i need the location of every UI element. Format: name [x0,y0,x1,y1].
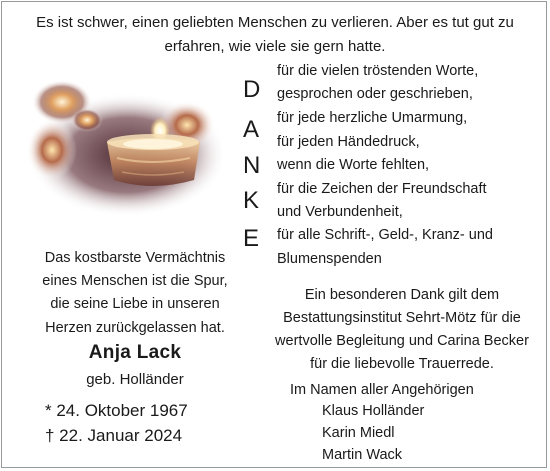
memorial-quote [10,247,260,340]
danke-letter: K [243,187,260,214]
danke-letter: N [243,152,261,179]
deceased-name: Anja Lack [88,342,182,363]
reason-line: wenn die Worte fehlten, [277,156,430,173]
quote-line: die seine Liebe in unseren [50,296,220,313]
reason-line: gesprochen oder geschrieben, [277,86,473,103]
intro-line: erfahren, wie viele sie gern hatte. [164,38,386,55]
danke-letter: A [243,116,260,143]
maiden-name: geb. Holländer [86,371,184,388]
reason-group [277,224,542,270]
special-thanks [262,284,542,376]
reason-line: für alle Schrift-, Geld-, Kranz- und [277,227,493,244]
danke-letter: E [243,225,260,252]
reason-line: für die vielen tröstenden Worte, [277,63,479,79]
quote-line: Herzen zurückgelassen hat. [45,319,225,336]
intro-text [0,11,550,59]
death-date: † 22. Januar 2024 [45,426,183,445]
reason-line: Blumenspenden [277,250,382,267]
intro-line: Es ist schwer, einen geliebten Menschen zu verlieren. Aber es tut gut zu [36,14,514,31]
thanks-line: wertvolle Begleitung und Carina Becker [275,333,529,349]
reason-line: für die Zeichen der Freundschaft [277,180,487,197]
quote-line: Das kostbarste Vermächtnis [44,250,226,266]
signoff-lead: Im Namen aller Angehörigen [290,382,474,398]
reason-group [277,107,542,130]
mourner-name: Martin Wack [322,447,403,463]
reason-group [277,131,542,177]
reason-line: für jede herzliche Umarmung, [277,109,468,126]
reason-group [277,178,542,224]
birth-date: * 24. Oktober 1967 [45,401,188,420]
reason-line: für jeden Händedruck, [277,133,420,150]
candles-photo [22,80,222,220]
reason-group [277,60,542,106]
thanks-reasons-list [277,60,542,271]
danke-letter: D [243,76,261,103]
mourner-name: Klaus Holländer [322,403,425,419]
mourner-name: Karin Miedl [322,425,395,441]
thanks-line: Ein besonderen Dank gilt dem [304,287,500,303]
reason-line: und Verbundenheit, [277,203,403,220]
thanks-line: für die liebevolle Trauerrede. [310,356,494,372]
thanks-line: Bestattungsinstitut Sehrt-Mötz für die [283,310,521,326]
life-dates [45,398,255,448]
quote-line: eines Menschen ist die Spur, [42,273,228,290]
